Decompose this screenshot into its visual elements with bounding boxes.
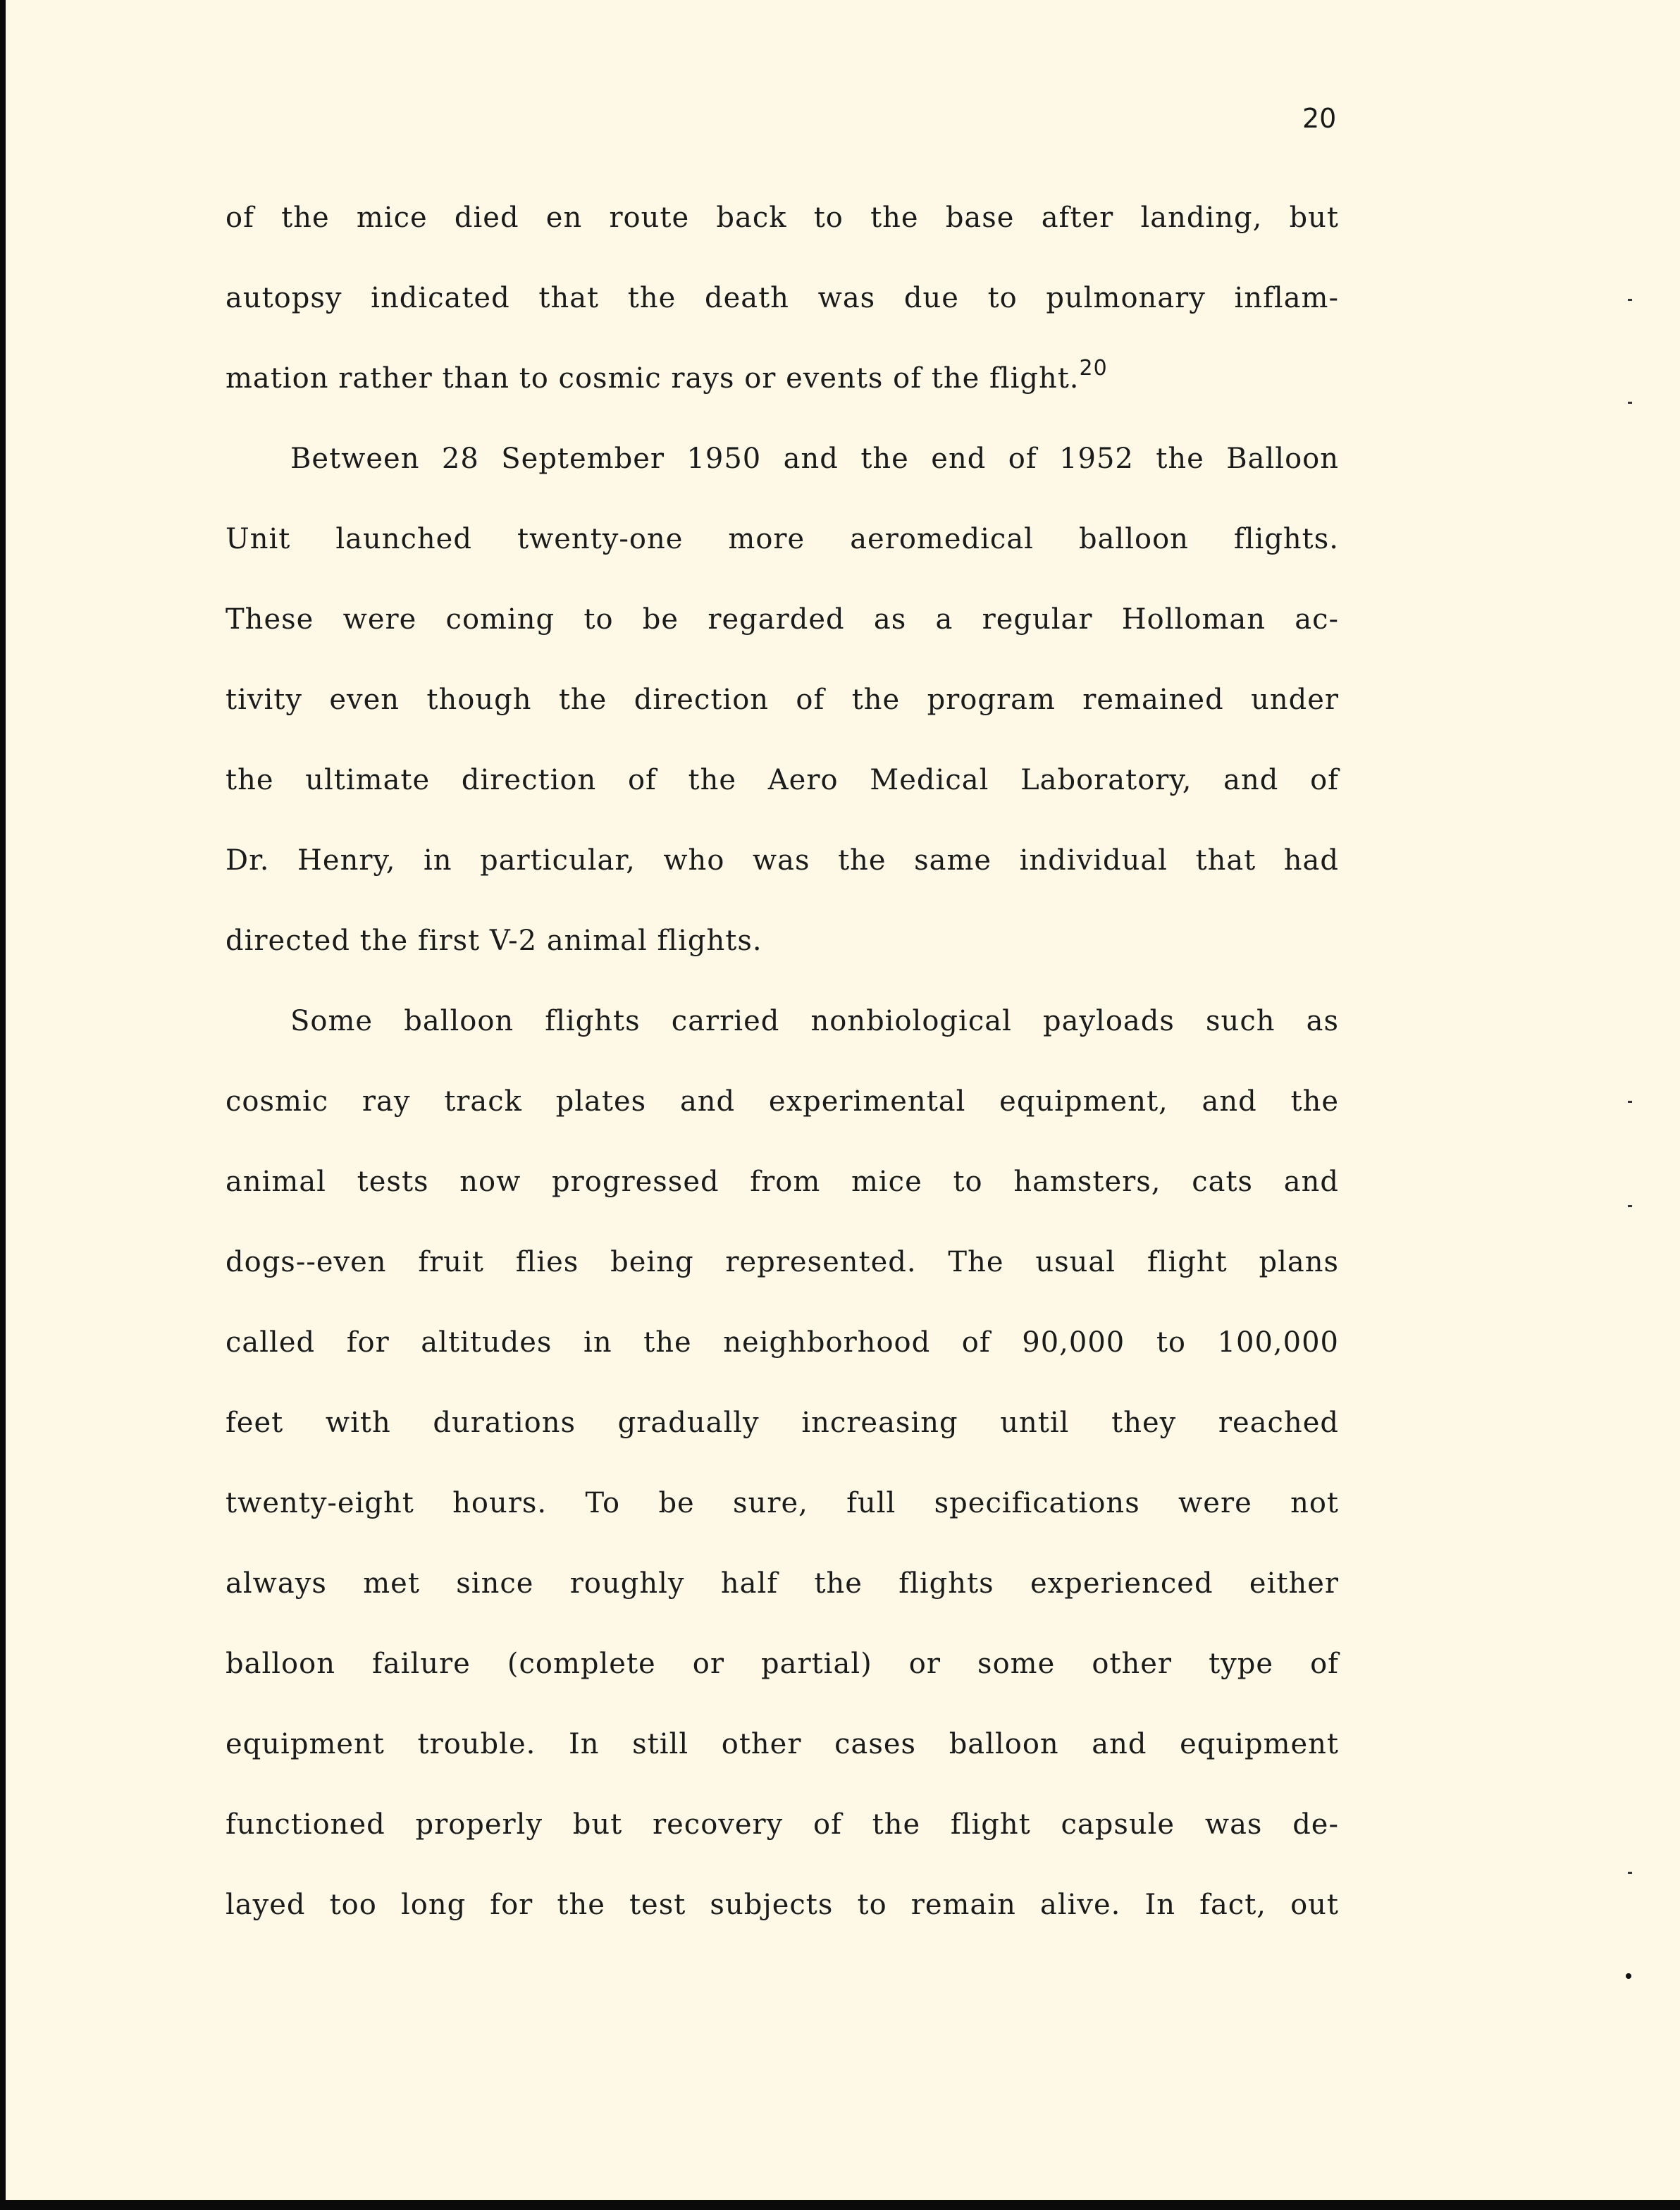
- text-line: autopsy indicated that the death was due to pulmonary inflam-: [226, 282, 1339, 314]
- text-line: These were coming to be regarded as a regular Holloman ac-: [226, 603, 1339, 636]
- margin-mark: [1628, 299, 1632, 301]
- text-line: called for altitudes in the neighborhood of 90,000 to 100,000: [226, 1326, 1339, 1359]
- text-line: of the mice died en route back to the base after landing, but: [226, 202, 1339, 234]
- text-line-with-footnote: [226, 338, 1339, 419]
- margin-mark: [1628, 1101, 1632, 1103]
- margin-mark: [1628, 1872, 1632, 1874]
- text-line: functioned properly but recovery of the flight capsule was de-: [226, 1808, 1339, 1841]
- text-line: dogs--even fruit flies being represented. The usual flight plans: [226, 1246, 1339, 1278]
- margin-mark: [1628, 402, 1632, 404]
- text-line: animal tests now progressed from mice to hamsters, cats and: [226, 1166, 1339, 1198]
- text-line: layed too long for the test subjects to remain alive. In fact, out: [226, 1889, 1339, 1921]
- text-line: equipment trouble. In still other cases balloon and equipment: [226, 1728, 1339, 1760]
- scan-bottom-border: [0, 2200, 1680, 2210]
- text-line: the ultimate direction of the Aero Medical Laboratory, and of: [226, 764, 1339, 796]
- text-line: Unit launched twenty-one more aeromedical balloon flights.: [226, 523, 1339, 555]
- text-line: twenty-eight hours. To be sure, full specifications were not: [226, 1487, 1339, 1519]
- text-line: directed the first V-2 animal flights.: [226, 925, 762, 957]
- text-line: tivity even though the direction of the program remained under: [226, 684, 1339, 716]
- margin-dot: [1626, 1973, 1631, 1979]
- document-body: [226, 178, 1339, 1945]
- margin-mark: [1628, 1205, 1632, 1207]
- footnote-reference: 20: [1079, 356, 1108, 381]
- page-number: 20: [1302, 103, 1337, 134]
- text-line: mation rather than to cosmic rays or events of the flight.: [226, 362, 1080, 395]
- paragraph-start-line: Some balloon flights carried nonbiological payloads such as: [290, 1005, 1339, 1037]
- text-line: balloon failure (complete or partial) or some other type of: [226, 1648, 1339, 1680]
- scan-left-border: [0, 0, 6, 2210]
- text-line: cosmic ray track plates and experimental equipment, and the: [226, 1085, 1339, 1118]
- text-line: always met since roughly half the flights experienced either: [226, 1567, 1339, 1600]
- paragraph-start-line: Between 28 September 1950 and the end of 1952 the Balloon: [290, 443, 1339, 475]
- text-line: feet with durations gradually increasing until they reached: [226, 1407, 1339, 1439]
- text-line: Dr. Henry, in particular, who was the same individual that had: [226, 844, 1339, 877]
